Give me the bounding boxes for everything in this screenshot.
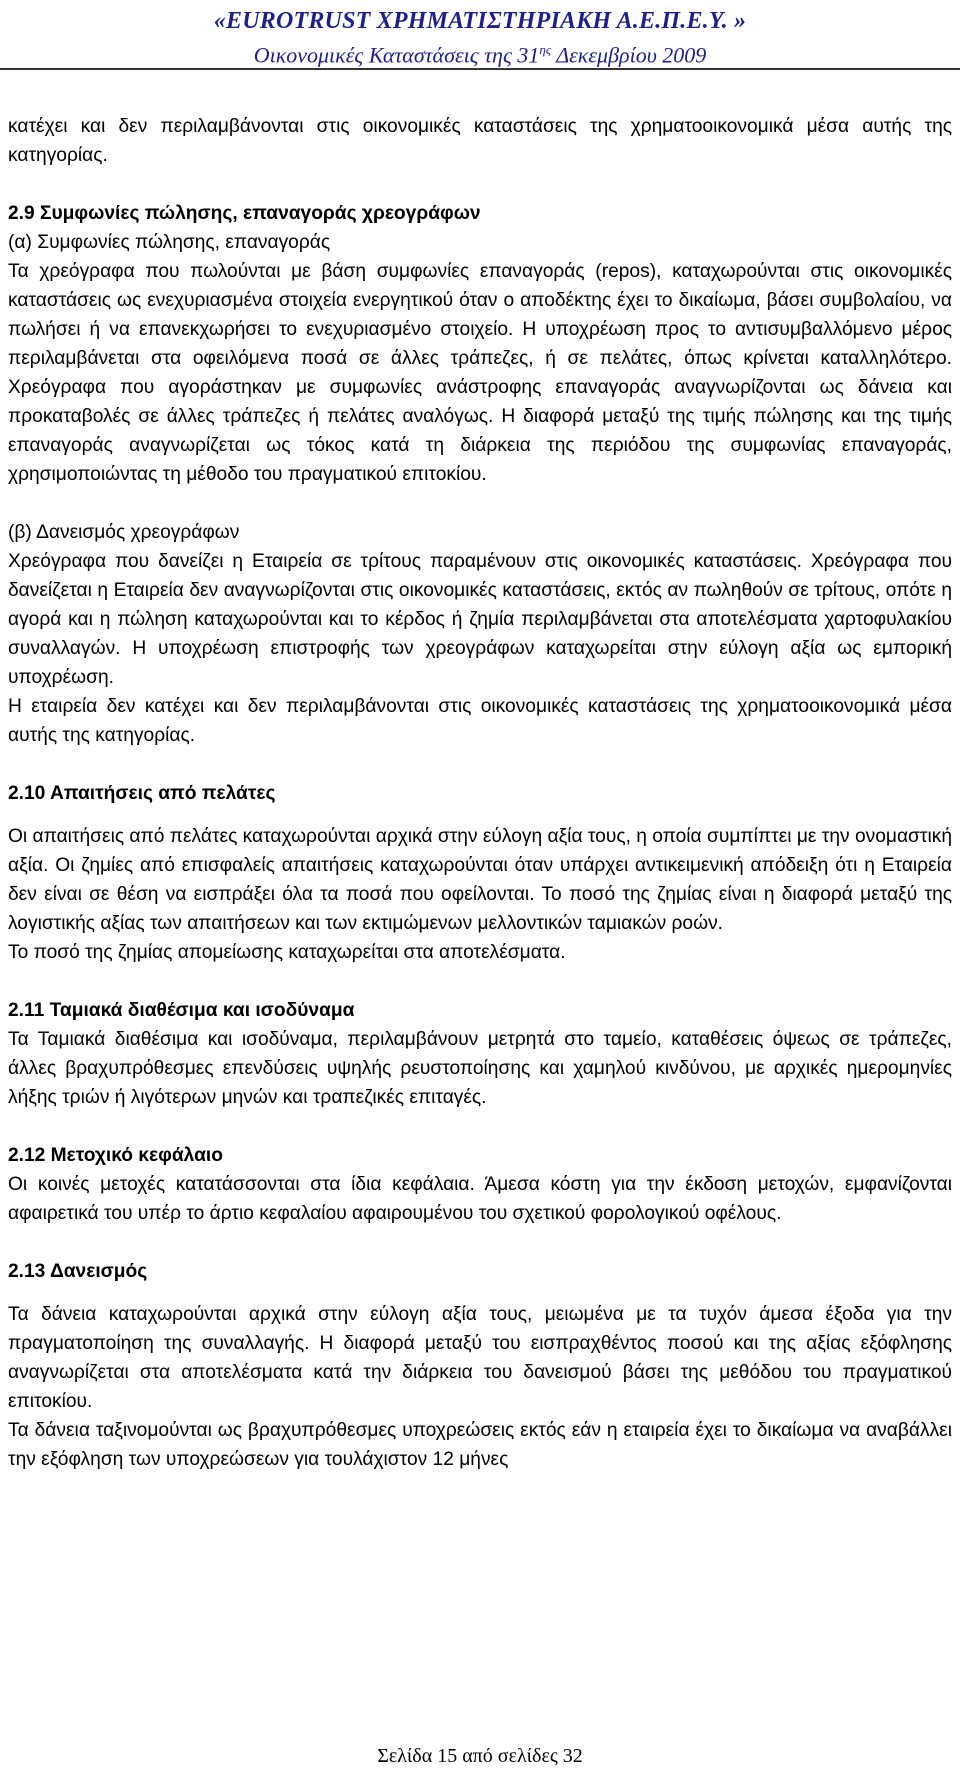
page-header [0,0,960,69]
section-2-10-text-2: Το ποσό της ζημίας απομείωσης καταχωρείται στα αποτελέσματα. [8,942,566,963]
subtitle-superscript: ης [539,42,552,57]
section-2-13-text-2: Τα δάνεια ταξινομούνται ως βραχυπρόθεσμες υποχρεώσεις εκτός εάν η εταιρεία έχει το δικαίωμα να αναβάλλει την εξόφληση των υποχρεώσεων για τουλάχιστον 12 μήνες [8,1420,952,1470]
subsection-b-text-2: Η εταιρεία δεν κατέχει και δεν περιλαμβάνονται στις οικονομικές καταστάσεις της χρηματοοικονομικά μέσα αυτής της κατηγορίας. [8,696,952,746]
subtitle-date: Δεκεμβρίου 2009 [551,42,707,68]
header-divider [0,68,960,70]
subsection-b-text: Χρεόγραφα που δανείζει η Εταιρεία σε τρίτους παραμένουν στις οικονομικές καταστάσεις. Χρεόγραφα που δανείζεται η Εταιρεία δεν αναγνωρίζονται στις οικονομικές καταστάσεις, εκτός αν πωληθούν σε τρίτους, οπότε η αγορά και η πώληση καταχωρούνται και το κέρδος ή ζημία περιλαμβάνεται στα αποτελέσματα χαρτοφυλακίου συναλλαγών. Η υποχρέωση επιστροφής των χρεογράφων καταχωρείται στην εύλογη αξία ως εμπορική υποχρέωση. [8,551,952,688]
report-subtitle [0,36,960,69]
section-2-10-heading: 2.10 Απαιτήσεις από πελάτες [8,783,276,804]
section-2-10-text: Οι απαιτήσεις από πελάτες καταχωρούνται αρχικά στην εύλογη αξία τους, η οποία συμπίπτει με την ονομαστική αξία. Οι ζημίες από επισφαλείς απαιτήσεις καταχωρούνται όταν υπάρχει αντικειμενική απόδειξη ότι η Εταιρεία δεν είναι σε θέση να εισπράξει όλα τα ποσά που οφείλονται. Το ποσό της ζημίας είναι η διαφορά μεταξύ της λογιστικής αξίας των απαιτήσεων και των εκτιμώμενων μελλοντικών ταμιακών ροών. [8,826,952,934]
section-2-9-heading: 2.9 Συμφωνίες πώλησης, επαναγοράς χρεογράφων [8,203,481,224]
section-2-13-text: Τα δάνεια καταχωρούνται αρχικά στην εύλογη αξία τους, μειωμένα με τα τυχόν άμεσα έξοδα για την πραγματοποίηση της συναλλαγής. Η διαφορά μεταξύ του εισπραχθέντος ποσού και της αξίας εξόφλησης αναγνωρίζεται στα αποτελέσματα κατά την διάρκεια του δανεισμού βάσει της μεθόδου του πραγματικού επιτοκίου. [8,1304,952,1412]
section-2-13-heading: 2.13 Δανεισμός [8,1261,148,1282]
section-2-11-text: Τα Ταμιακά διαθέσιμα και ισοδύναμα, περιλαμβάνουν μετρητά στο ταμείο, καταθέσεις όψεως σε τράπεζες, άλλες βραχυπρόθεσμες επενδύσεις υψηλής ρευστοποίησης και χαμηλού κινδύνου, με αρχικές ημερομηνίες λήξης τριών ή λιγότερων μηνών και τραπεζικές επιταγές. [8,1029,952,1108]
subsection-a-heading: (α) Συμφωνίες πώλησης, επαναγοράς [8,232,331,253]
continued-paragraph: κατέχει και δεν περιλαμβάνονται στις οικονομικές καταστάσεις της χρηματοοικονομικά μέσα αυτής της κατηγορίας. [8,116,952,166]
section-2-12-text: Οι κοινές μετοχές κατατάσσονται στα ίδια κεφάλαια. Άμεσα κόστη για την έκδοση μετοχών, εμφανίζονται αφαιρετικά του υπέρ το άρτιο κεφαλαίου αφαιρουμένου του σχετικού φορολογικού οφέλους. [8,1174,952,1224]
section-2-11-heading: 2.11 Ταμιακά διαθέσιμα και ισοδύναμα [8,1000,355,1021]
subtitle-main: Οικονομικές Καταστάσεις της 31 [253,42,540,68]
section-2-12-heading: 2.12 Μετοχικό κεφάλαιο [8,1145,223,1166]
page-number-footer: Σελίδα 15 από σελίδες 32 [377,1745,583,1767]
document-body [8,112,952,1474]
subsection-b-heading: (β) Δανεισμός χρεογράφων [8,522,240,543]
subsection-a-text: Τα χρεόγραφα που πωλούνται με βάση συμφωνίες επαναγοράς (repos), καταχωρούνται στις οικονομικές καταστάσεις ως ενεχυριασμένα στοιχεία ενεργητικού όταν ο αποδέκτης έχει το δικαίωμα, βάσει συμβολαίου, να πωλήσει ή να επανεκχωρήσει το ενεχυριασμένο στοιχείο. Η υποχρέωση προς το αντισυμβαλλόμενο μέρος περιλαμβάνεται στα οφειλόμενα ποσά σε άλλες τράπεζες, ή σε πελάτες, όπως κρίνεται καταλληλότερο. Χρεόγραφα που αγοράστηκαν με συμφωνίες ανάστροφης επαναγοράς αναγνωρίζονται ως δάνεια και προκαταβολές σε άλλες τράπεζες ή πελάτες αναλόγως. Η διαφορά μεταξύ της τιμής πώλησης και της τιμής επαναγοράς αναγνωρίζεται ως τόκος κατά τη διάρκεια της περιόδου της συμφωνίας επαναγοράς, χρησιμοποιώντας τη μέθοδο του πραγματικού επιτοκίου. [8,261,952,485]
company-name: «EUROTRUST ΧΡΗΜΑΤΙΣΤΗΡΙΑΚΗ Α.Ε.Π.Ε.Υ. » [213,8,747,34]
